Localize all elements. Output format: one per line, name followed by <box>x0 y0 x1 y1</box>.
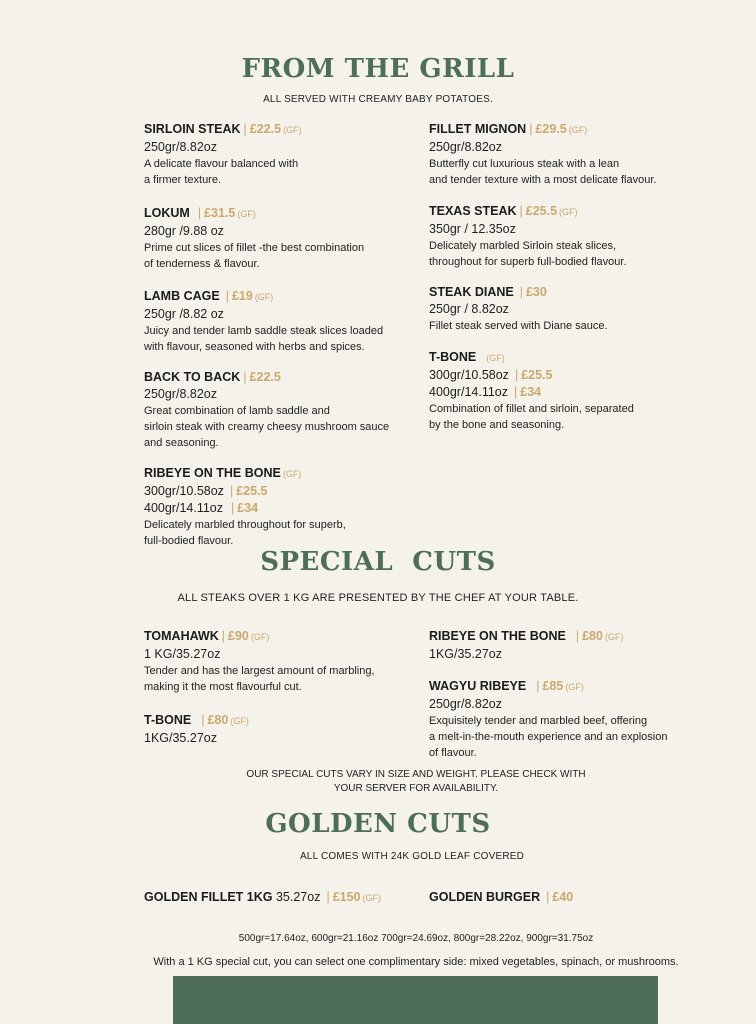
item-name: LAMB CAGE <box>144 289 220 303</box>
special-cuts-note-line-1: OUR SPECIAL CUTS VARY IN SIZE AND WEIGHT. PLEASE CHECK WITH <box>246 769 586 780</box>
item-desc: throughout for superb full-bodied flavour. <box>429 256 627 268</box>
menu-item-ribeye-on-the-bone-special: RIBEYE ON THE BONE | £80 (GF) 1KG/35.27oz <box>429 629 624 661</box>
section-title-grill: FROM THE GRILL <box>241 54 515 84</box>
item-desc: full-bodied flavour. <box>144 535 234 547</box>
menu-item-lamb-cage: LAMB CAGE | £19 (GF) 250gr /8.82 oz Juicy and tender lamb saddle steak slices loaded with flavour, seasoned with herbs and spices. <box>144 289 384 353</box>
gf-badge: (GF) <box>254 292 274 302</box>
item-name: TOMAHAWK <box>144 629 219 643</box>
item-desc: Fillet steak served with Diane sauce. <box>429 320 608 332</box>
item-name: T-BONE <box>429 350 477 364</box>
item-price: £25.5 <box>521 368 553 382</box>
item-weight: 35.27oz <box>275 890 321 904</box>
item-desc: by the bone and seasoning. <box>429 419 565 431</box>
item-name: FILLET MIGNON <box>429 122 527 136</box>
menu-item-steak-diane: STEAK DIANE | £30 250gr / 8.82oz Fillet steak served with Diane sauce. <box>429 285 608 332</box>
gf-badge: (GF) <box>568 125 588 135</box>
item-weight: 1KG/35.27oz <box>144 731 217 745</box>
item-price: £34 <box>237 501 259 515</box>
item-desc: of flavour. <box>429 747 477 759</box>
item-price: £22.5 <box>249 122 282 136</box>
item-desc: Delicately marbled Sirloin steak slices, <box>429 240 617 252</box>
item-weight: 1KG/35.27oz <box>429 647 502 661</box>
item-name: BACK TO BACK <box>144 370 241 384</box>
item-desc: making it the most flavourful cut. <box>144 681 302 693</box>
gf-badge: (GF) <box>282 469 302 479</box>
item-weight: 300gr/10.58oz <box>144 484 224 498</box>
section-title-special-cuts: SPECIAL CUTS <box>260 547 496 577</box>
menu-item-golden-fillet: GOLDEN FILLET 1KG 35.27oz | £150 (GF) <box>144 890 382 904</box>
section-subtitle-special-cuts: ALL STEAKS OVER 1 KG ARE PRESENTED BY THE CHEF AT YOUR TABLE. <box>177 592 579 604</box>
item-weight: 250gr / 8.82oz <box>429 302 509 316</box>
item-desc: Juicy and tender lamb saddle steak slices loaded <box>144 325 384 337</box>
item-desc: and tender texture with a most delicate flavour. <box>429 174 657 186</box>
item-name: RIBEYE ON THE BONE <box>429 629 566 643</box>
item-price: £29.5 <box>535 122 567 136</box>
item-name: WAGYU RIBEYE <box>429 679 527 693</box>
menu-item-fillet-mignon: FILLET MIGNON | £29.5 (GF) 250gr/8.82oz Butterfly cut luxurious steak with a lean and tender texture with a most delicate flavour. <box>429 122 657 186</box>
footer-band <box>173 976 658 1024</box>
gf-badge: (GF) <box>362 893 382 903</box>
item-desc: and seasoning. <box>144 437 219 449</box>
gf-badge: (GF) <box>604 632 624 642</box>
gf-badge: (GF) <box>250 632 270 642</box>
item-desc: sirloin steak with creamy cheesy mushroom sauce <box>144 421 390 433</box>
gf-badge: (GF) <box>237 209 256 219</box>
item-weight: 280gr /9.88 oz <box>144 224 224 238</box>
item-weight: 1 KG/35.27oz <box>144 647 221 661</box>
item-name: STEAK DIANE <box>429 285 514 299</box>
item-weight: 400gr/14.11oz <box>429 385 508 399</box>
menu-item-texas-steak: TEXAS STEAK | £25.5 (GF) 350gr / 12.35oz Delicately marbled Sirloin steak slices, throughout for superb full-bodied flavour. <box>429 204 627 268</box>
item-name: GOLDEN BURGER <box>429 890 541 904</box>
item-price: £19 <box>231 289 253 303</box>
item-price: £22.5 <box>249 370 281 384</box>
item-price: £80 <box>207 713 229 727</box>
item-desc: Great combination of lamb saddle and <box>144 405 330 417</box>
item-weight: 250gr/8.82oz <box>429 697 502 711</box>
gf-badge: (GF) <box>559 207 578 217</box>
item-name: T-BONE <box>144 713 192 727</box>
menu-item-t-bone: T-BONE (GF) 300gr/10.58oz | £25.5 400gr/14.11oz | £34 Combination of fillet and sirloin, separated by the bone and seasoning. <box>429 350 634 431</box>
item-desc: with flavour, seasoned with herbs and spices. <box>144 341 365 353</box>
item-price: £34 <box>520 385 542 399</box>
item-name: TEXAS STEAK <box>429 204 517 218</box>
item-desc: Butterfly cut luxurious steak with a lean <box>429 158 620 170</box>
item-weight: 250gr /8.82 oz <box>144 307 224 321</box>
item-price: £25.5 <box>525 204 558 218</box>
menu-item-sirloin: SIRLOIN STEAK | £22.5 (GF) 250gr/8.82oz A delicate flavour balanced with a firmer texture. <box>144 122 302 186</box>
menu-item-t-bone-special: T-BONE | £80 (GF) 1KG/35.27oz <box>144 713 249 745</box>
item-name: SIRLOIN STEAK <box>144 122 241 136</box>
item-desc: Combination of fillet and sirloin, separated <box>429 403 634 415</box>
item-weight: 300gr/10.58oz <box>429 368 509 382</box>
section-title-golden-cuts: GOLDEN CUTS <box>265 809 491 839</box>
special-cuts-note-line-2: YOUR SERVER FOR AVAILABILITY. <box>333 783 499 794</box>
gf-badge: (GF) <box>283 125 302 135</box>
gf-badge: (GF) <box>486 353 505 363</box>
complimentary-side-note: With a 1 KG special cut, you can select one complimentary side: mixed vegetables, spinach, or mushrooms. <box>153 956 679 968</box>
item-desc: A delicate flavour balanced with <box>144 158 299 170</box>
item-desc: Exquisitely tender and marbled beef, offering <box>429 715 648 727</box>
item-price: £150 <box>332 890 361 904</box>
section-subtitle-golden-cuts: ALL COMES WITH 24K GOLD LEAF COVERED <box>299 851 525 862</box>
item-name: RIBEYE ON THE BONE <box>144 466 281 480</box>
item-price: £85 <box>542 679 564 693</box>
item-desc: Prime cut slices of fillet -the best combination <box>144 242 365 254</box>
item-desc: a melt-in-the-mouth experience and an explosion <box>429 731 668 743</box>
item-weight: 250gr/8.82oz <box>144 387 217 401</box>
item-price: £25.5 <box>236 484 268 498</box>
item-price: £31.5 <box>204 206 236 220</box>
item-price: £80 <box>582 629 603 643</box>
item-weight: 400gr/14.11oz <box>144 501 223 515</box>
menu-item-tomahawk: TOMAHAWK | £90 (GF) 1 KG/35.27oz Tender and has the largest amount of marbling, making it the most flavourful cut. <box>144 629 375 693</box>
item-name: GOLDEN FILLET 1KG <box>144 890 273 904</box>
item-desc: of tenderness & flavour. <box>144 258 260 270</box>
item-name: LOKUM <box>144 206 190 220</box>
menu-item-ribeye-on-the-bone: RIBEYE ON THE BONE (GF) 300gr/10.58oz | £25.5 400gr/14.11oz | £34 Delicately marbled throughout for superb, full-bodied flavour. <box>144 466 346 547</box>
menu-item-wagyu-ribeye: WAGYU RIBEYE | £85 (GF) 250gr/8.82oz Exquisitely tender and marbled beef, offering a melt-in-the-mouth experience and an explosion of flavour. <box>429 679 668 759</box>
item-desc: Delicately marbled throughout for superb, <box>144 519 346 531</box>
weight-conversion-note: 500gr=17.64oz, 600gr=21.16oz 700gr=24.69oz, 800gr=28.22oz, 900gr=31.75oz <box>238 933 594 944</box>
item-price: £90 <box>228 629 249 643</box>
gf-badge: (GF) <box>565 682 584 692</box>
section-subtitle-grill: ALL SERVED WITH CREAMY BABY POTATOES. <box>263 94 493 105</box>
menu-item-lokum: LOKUM | £31.5 (GF) 280gr /9.88 oz Prime cut slices of fillet -the best combination of tenderness & flavour. <box>144 206 365 270</box>
menu-item-golden-burger: GOLDEN BURGER | £40 <box>429 890 574 904</box>
item-price: £30 <box>525 285 547 299</box>
item-weight: 350gr / 12.35oz <box>429 222 516 236</box>
gf-badge: (GF) <box>230 716 249 726</box>
item-desc: Tender and has the largest amount of marbling, <box>144 665 375 677</box>
item-weight: 250gr/8.82oz <box>429 140 502 154</box>
menu-item-back-to-back: BACK TO BACK | £22.5 250gr/8.82oz Great combination of lamb saddle and sirloin steak with creamy cheesy mushroom sauce and seasoning. <box>144 370 390 449</box>
item-desc: a firmer texture. <box>144 174 222 186</box>
item-price: £40 <box>552 890 574 904</box>
item-weight: 250gr/8.82oz <box>144 140 217 154</box>
